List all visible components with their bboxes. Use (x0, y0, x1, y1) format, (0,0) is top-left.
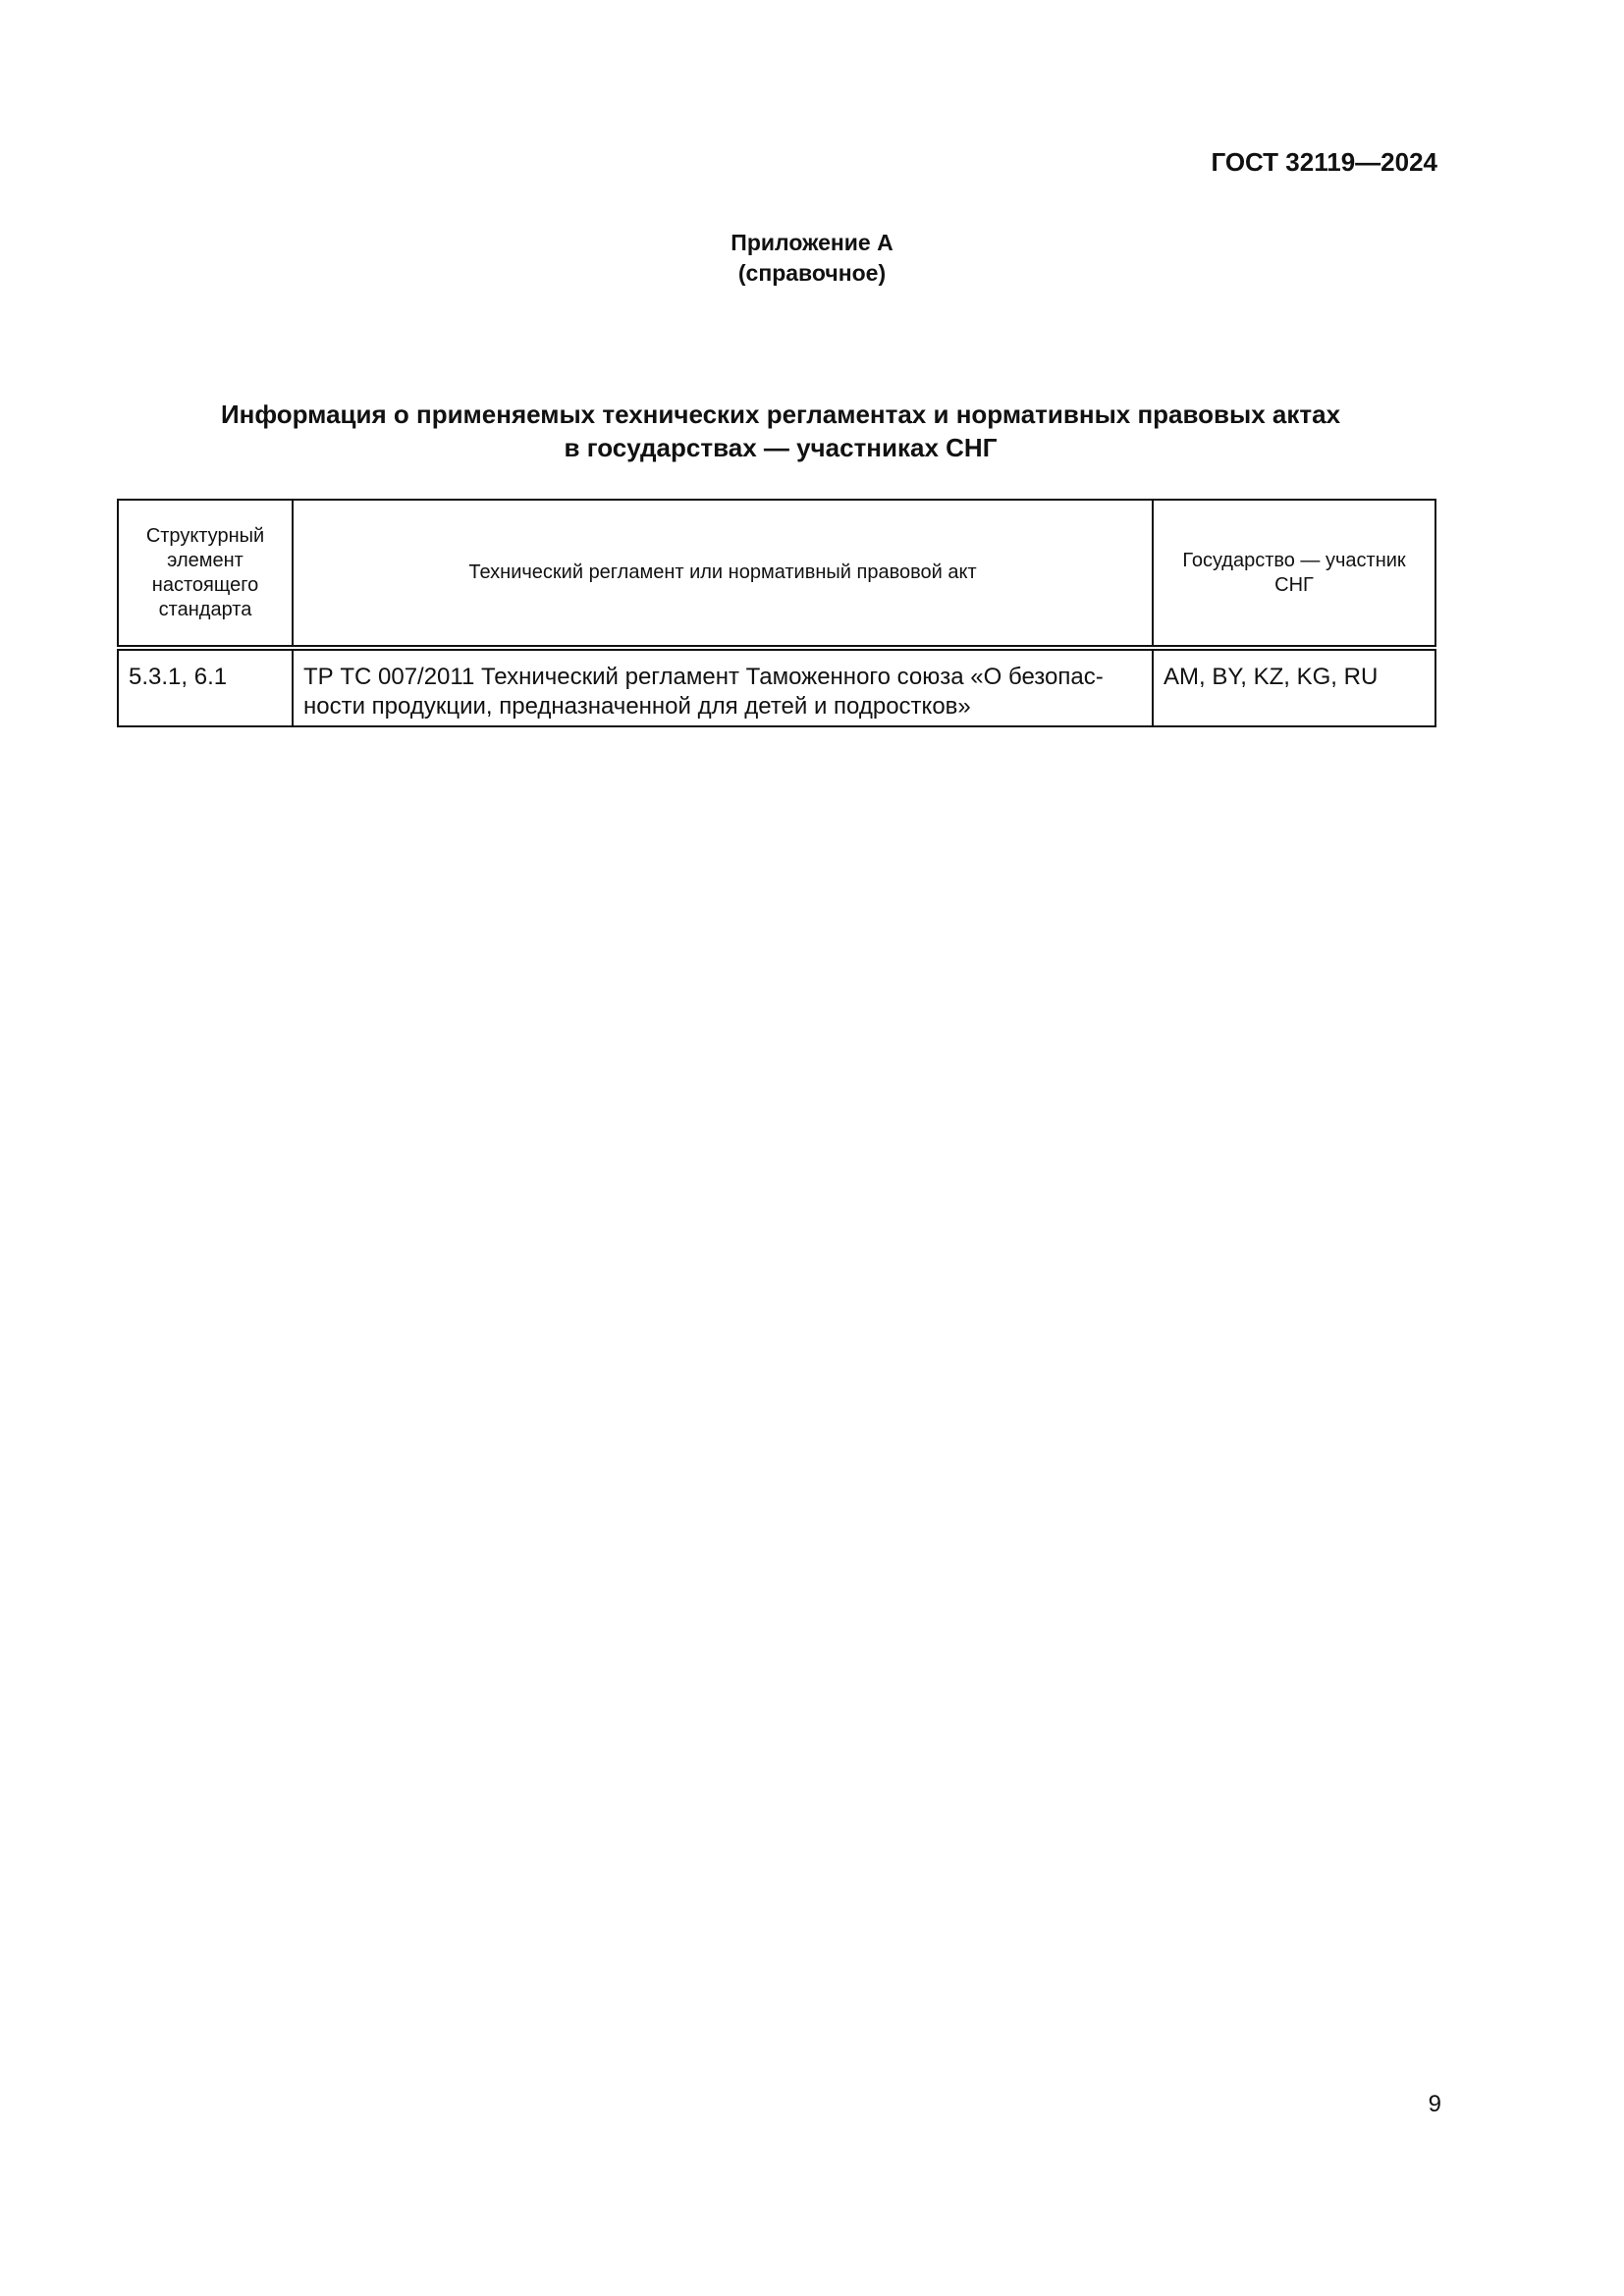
header-structural-element-line: стандарта (158, 598, 252, 620)
section-title (118, 398, 1443, 464)
table-header-row (118, 500, 1435, 648)
header-member-state-line: СНГ (1274, 573, 1314, 596)
header-member-state (1153, 500, 1435, 648)
cell-member-states: AM, BY, KZ, KG, RU (1153, 648, 1435, 726)
document-code: ГОСТ 32119—2024 (1211, 147, 1437, 177)
page-number: 9 (1428, 2091, 1441, 2117)
header-technical-regulation: Технический регламент или нормативный правовой акт (293, 500, 1153, 648)
header-member-state-line: Государство — участник (1182, 549, 1406, 571)
cell-structural-element: 5.3.1, 6.1 (118, 648, 293, 726)
regulations-table (117, 499, 1436, 727)
annex-heading (0, 228, 1624, 289)
annex-subtitle: (справочное) (737, 260, 887, 286)
table-row (118, 648, 1435, 726)
regulation-text-line: ТР ТС 007/2011 Технический регламент Таможенного союза «О безопас- (303, 664, 1104, 690)
header-structural-element-line: настоящего (151, 573, 259, 596)
cell-technical-regulation (293, 648, 1153, 726)
annex-title: Приложение А (731, 230, 893, 255)
header-structural-element-line: элемент (167, 549, 244, 571)
regulation-text-line: ности продукции, предназначенной для детей и подростков» (303, 693, 971, 720)
header-structural-element-line: Структурный (145, 524, 265, 547)
section-title-line-1: Информация о применяемых технических регламентах и нормативных правовых актах (220, 400, 1341, 429)
section-title-line-2: в государствах — участниках СНГ (564, 433, 998, 462)
header-structural-element (118, 500, 293, 648)
